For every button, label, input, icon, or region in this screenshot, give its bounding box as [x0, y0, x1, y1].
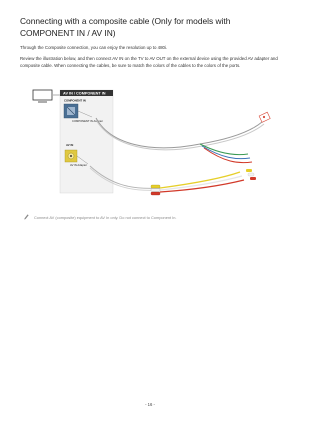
- instruction-paragraph: Review the illustration below, and then connect AV IN on the TV to AV OUT on the external device using the provided AV adapter and composite cable. When connecting the cables, be sure to match the colors of the cables to the colors of the ports.: [20, 56, 278, 68]
- page-number: - 16 -: [145, 402, 155, 407]
- av-adapter-label: AV IN Adapter: [70, 164, 87, 167]
- pencil-icon: [24, 214, 29, 220]
- page-heading: Connecting with a composite cable (Only for models with COMPONENT IN / AV IN): [20, 16, 231, 38]
- connection-diagram: [30, 84, 280, 208]
- component-adapter-label: COMPONENT IN Adapter: [72, 120, 103, 123]
- av-in-label: AV IN: [66, 143, 74, 147]
- av-in-port: [65, 150, 77, 162]
- component-in-label: COMPONENT IN: [64, 98, 86, 103]
- device-side-plugs: [200, 144, 256, 180]
- note-text: Connect AV (composite) equipment to AV In only. Do not connect to Component In.: [34, 215, 177, 220]
- external-device-icon: [259, 112, 270, 122]
- component-cable: [96, 118, 264, 150]
- intro-paragraph: Through the Composite connection, you can enjoy the resolution up to 480i.: [20, 45, 168, 50]
- component-in-port: [64, 104, 78, 118]
- panel-title: AV IN / COMPONENT IN: [63, 91, 106, 96]
- tv-icon: [33, 90, 52, 102]
- composite-plugs: [151, 172, 244, 195]
